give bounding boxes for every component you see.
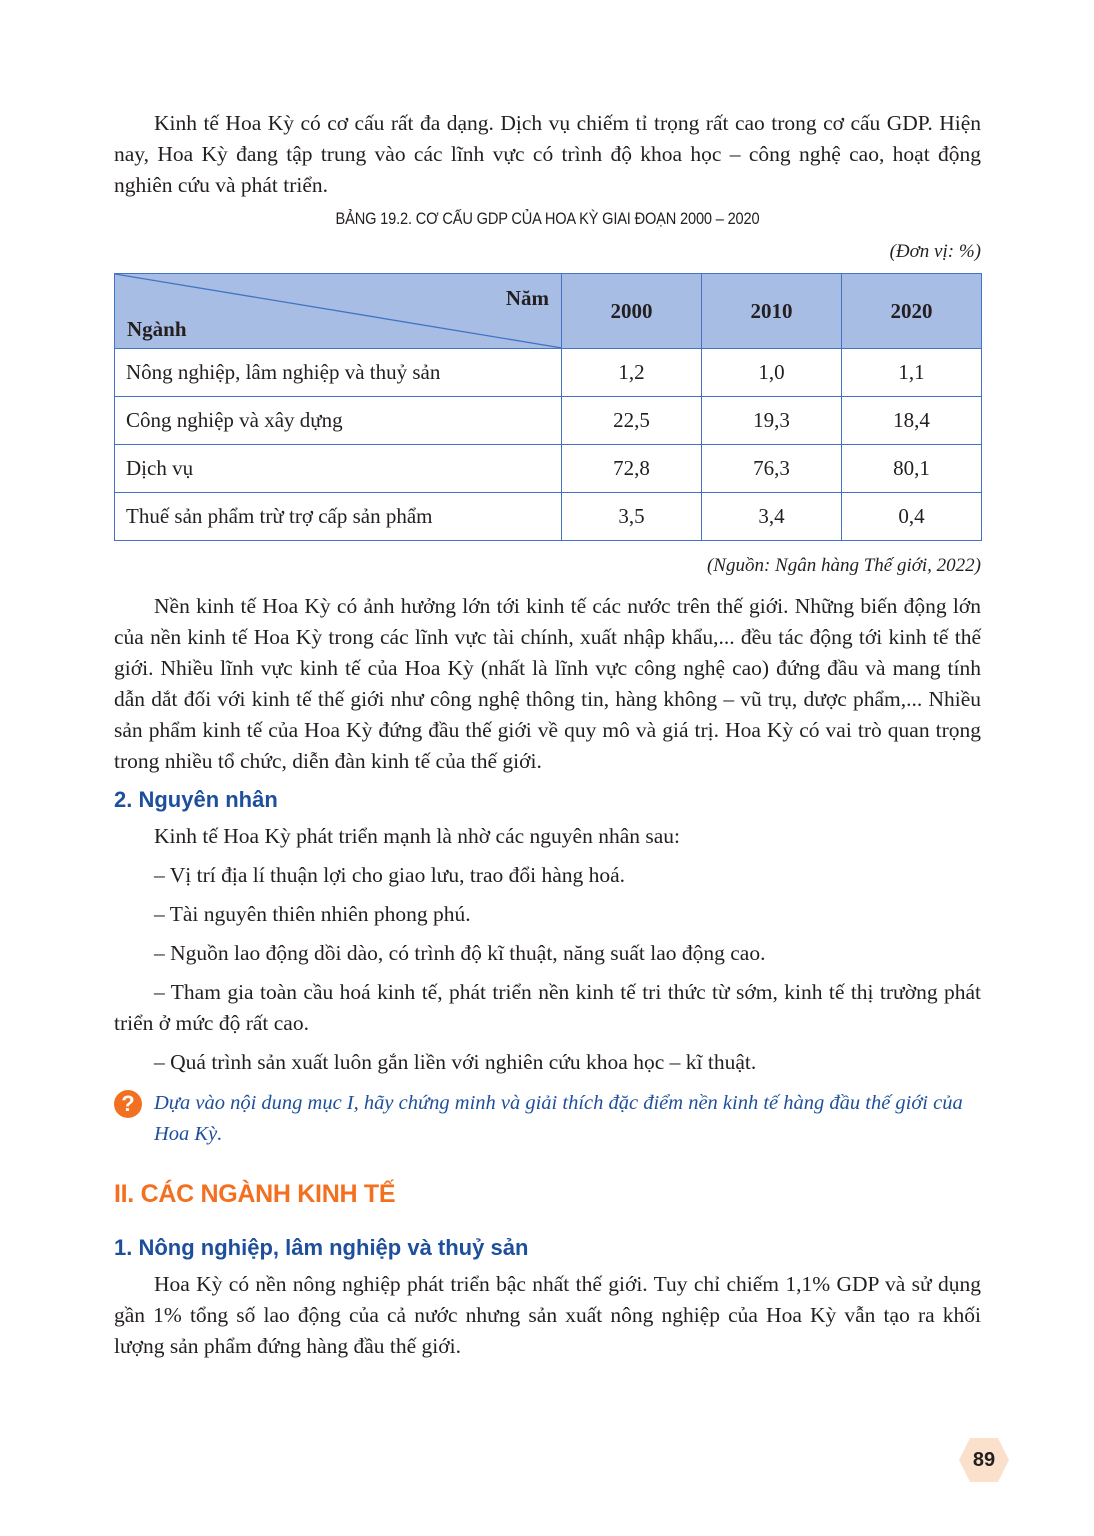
corner-label-year: Năm: [505, 286, 549, 310]
sector-name: Dịch vụ: [115, 445, 562, 493]
table-source: (Nguồn: Ngân hàng Thế giới, 2022): [706, 555, 981, 576]
agriculture-paragraph: Hoa Kỳ có nền nông nghiệp phát triển bậc nhất thế giới. Tuy chỉ chiếm 1,1% GDP và sử dụng gần 1% tổng số lao động của cả nước nhưng sản xuất nông nghiệp của Hoa Kỳ vẫn tạo ra khối lượng sản phẩm đứng hàng đầu thế giới.: [114, 1272, 981, 1358]
table-cell: 1,2: [562, 349, 702, 397]
gdp-table: [114, 273, 982, 541]
sector-name: Thuế sản phẩm trừ trợ cấp sản phẩm: [115, 493, 562, 541]
question-box: [114, 1088, 981, 1150]
cause-item: – Tài nguyên thiên nhiên phong phú.: [154, 902, 471, 926]
section-heading-agriculture: 1. Nông nghiệp, lâm nghiệp và thuỷ sản: [114, 1235, 529, 1260]
question-text: Dựa vào nội dung mục I, hãy chứng minh và giải thích đặc điểm nền kinh tế hàng đầu thế giới của Hoa Kỳ.: [154, 1092, 963, 1145]
year-header: 2020: [842, 274, 982, 349]
page-content: [114, 108, 981, 1362]
table-row: [115, 445, 982, 493]
influence-paragraph: Nền kinh tế Hoa Kỳ có ảnh hưởng lớn tới kinh tế các nước trên thế giới. Những biến động lớn của nền kinh tế Hoa Kỳ trong các lĩnh vực tài chính, xuất nhập khẩu,... đều tác động tới kinh tế thế giới. Nhiều lĩnh vực kinh tế của Hoa Kỳ (nhất là lĩnh vực công nghệ cao) đứng đầu và mang tính dẫn dắt đối với kinh tế thế giới như công nghệ thông tin, hàng không – vũ trụ, dược phẩm,... Nhiều sản phẩm kinh tế của Hoa Kỳ đứng đầu thế giới về quy mô và giá trị. Hoa Kỳ có vai trò quan trọng trong nhiều tổ chức, diễn đàn kinh tế của thế giới.: [114, 594, 981, 773]
table-row: [115, 493, 982, 541]
table-cell: 76,3: [702, 445, 842, 493]
table-cell: 3,4: [702, 493, 842, 541]
cause-item: – Tham gia toàn cầu hoá kinh tế, phát triển nền kinh tế tri thức từ sớm, kinh tế thị trường phát triển ở mức độ rất cao.: [114, 980, 981, 1035]
part-heading-economic-sectors: II. CÁC NGÀNH KINH TẾ: [114, 1180, 396, 1208]
table-row: [115, 349, 982, 397]
table-cell: 22,5: [562, 397, 702, 445]
cause-item: – Vị trí địa lí thuận lợi cho giao lưu, trao đổi hàng hoá.: [154, 863, 626, 887]
table-cell: 1,1: [842, 349, 982, 397]
sector-name: Nông nghiệp, lâm nghiệp và thuỷ sản: [115, 349, 562, 397]
table-row: [115, 397, 982, 445]
sector-name: Công nghiệp và xây dựng: [115, 397, 562, 445]
page-number: 89: [972, 1449, 996, 1471]
year-header: 2010: [702, 274, 842, 349]
causes-lead: Kinh tế Hoa Kỳ phát triển mạnh là nhờ các nguyên nhân sau:: [154, 824, 681, 848]
section-heading-causes: 2. Nguyên nhân: [114, 787, 278, 812]
year-header: 2000: [562, 274, 702, 349]
question-icon: ?: [114, 1090, 142, 1118]
cause-item: – Nguồn lao động dồi dào, có trình độ kĩ thuật, năng suất lao động cao.: [154, 941, 766, 965]
table-header-row: [115, 274, 982, 349]
table-title: BẢNG 19.2. CƠ CẤU GDP CỦA HOA KỲ GIAI ĐOẠN 2000 – 2020: [335, 209, 760, 228]
cause-item: – Quá trình sản xuất luôn gắn liền với nghiên cứu khoa học – kĩ thuật.: [154, 1050, 757, 1074]
table-cell: 80,1: [842, 445, 982, 493]
intro-paragraph: Kinh tế Hoa Kỳ có cơ cấu rất đa dạng. Dịch vụ chiếm tỉ trọng rất cao trong cơ cấu GDP. Hiện nay, Hoa Kỳ đang tập trung vào các lĩnh vực có trình độ khoa học – công nghệ cao, hoạt động nghiên cứu và phát triển.: [114, 111, 981, 197]
table-cell: 1,0: [702, 349, 842, 397]
page-number-badge: [958, 1437, 1010, 1483]
table-cell: 72,8: [562, 445, 702, 493]
table-cell: 0,4: [842, 493, 982, 541]
table-cell: 18,4: [842, 397, 982, 445]
table-cell: 19,3: [702, 397, 842, 445]
table-corner-cell: [115, 274, 562, 349]
corner-label-sector: Ngành: [127, 317, 187, 341]
table-cell: 3,5: [562, 493, 702, 541]
table-unit: (Đơn vị: %): [889, 241, 981, 262]
